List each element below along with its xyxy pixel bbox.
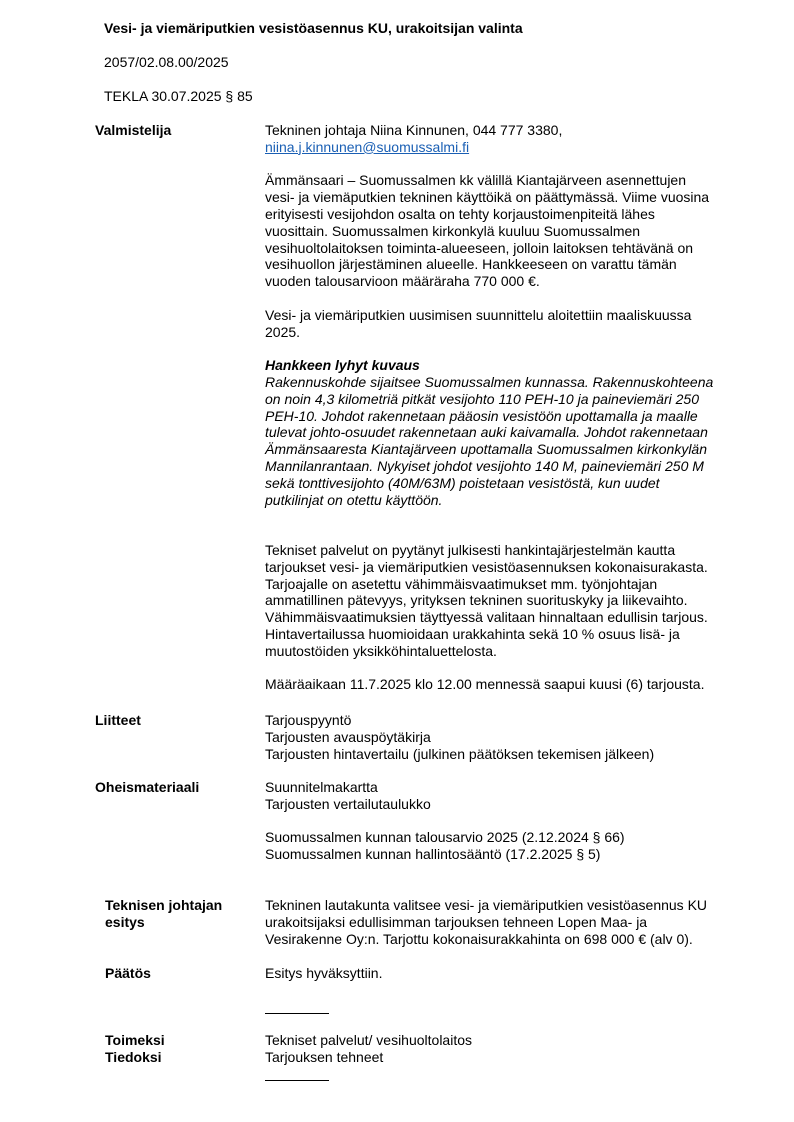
tiedoksi-text: Tarjouksen tehneet	[265, 1049, 384, 1065]
toimeksi-text: Tekniset palvelut/ vesihuoltolaitos	[265, 1032, 473, 1048]
para2-line: 2025.	[265, 323, 301, 340]
para3-line: muutostöiden yksikköhintaluettelosta.	[265, 642, 497, 659]
valmistelija-content	[265, 122, 745, 508]
preparer-line: Tekninen johtaja Niina Kinnunen, 044 777 3380,	[265, 122, 563, 138]
project-desc-line: tulevat johto-osuudet rakennetaan auki kaivamalla. Johdot rakennetaan	[265, 424, 708, 441]
esitys-label-line: esitys	[105, 914, 145, 930]
section-label-oheismateriaali: Oheismateriaali	[95, 779, 200, 795]
deadline-line: Määräaikaan 11.7.2025 klo 12.00 mennessä saapui kuusi (6) tarjousta.	[265, 676, 705, 693]
para3-line: Tarjoajalle on asetettu vähimmäisvaatimukset mm. työnjohtajan	[265, 575, 658, 592]
para1-line: erityisesti vesijohdon osalta on tehty korjaustoimenpiteitä lähes	[265, 205, 655, 222]
project-desc-line: sekä tonttivesijohto (40M/63M) poistetaan vesistöstä, kun uudet	[265, 474, 660, 491]
attachment-item: Tarjousten hintavertailu (julkinen päätöksen tekemisen jälkeen)	[265, 745, 655, 762]
document-title: Vesi- ja viemäriputkien vesistöasennus KU, urakoitsijan valinta	[104, 20, 523, 36]
section-label-valmistelija: Valmistelija	[95, 122, 172, 138]
para1-line: vuosittain. Suomussalmen kirkonkylä kuuluu Suomussalmen	[265, 222, 641, 239]
para2-line: Vesi- ja viemäriputkien uusimisen suunnittelu aloitettiin maaliskuussa	[265, 306, 692, 323]
material-item: Suomussalmen kunnan talousarvio 2025 (2.12.2024 § 66)	[265, 829, 625, 846]
material-item: Suunnitelmakartta	[265, 779, 378, 795]
paatos-text: Esitys hyväksyttiin.	[265, 965, 383, 981]
section-label-tiedoksi: Tiedoksi	[105, 1049, 162, 1065]
section-label-esitys	[105, 897, 222, 931]
project-desc-line: PEH-10. Johdot rakennetaan pääosin vesistöön upottamalla ja maalle	[265, 407, 698, 424]
esitys-line: urakoitsijaksi edullisimman tarjouksen tehneen Lopen Maa- ja	[265, 913, 648, 930]
attachment-item: Tarjouspyyntö	[265, 712, 352, 728]
section-label-paatos: Päätös	[105, 965, 151, 981]
oheismateriaali-list	[265, 779, 745, 863]
project-desc-line: Ämmänsaaresta Kiantajärveen upottamalla Suomussalmen kirkonkylän	[265, 441, 707, 458]
attachment-item: Tarjousten avauspöytäkirja	[265, 728, 431, 745]
para1-line: vuoden talousarvioon määräraha 770 000 €.	[265, 273, 540, 290]
closing-rule	[265, 1080, 329, 1081]
project-desc-line: putkilinjat on otettu käyttöön.	[265, 491, 443, 508]
para3-line: Vähimmäisvaatimuksien täyttyessä valitaan hinnaltaan edullisin tarjous.	[265, 609, 708, 626]
signature-rule	[265, 1013, 329, 1014]
para3-line: ammatillinen pätevyys, yrityksen tekninen suorituskyky ja liikevaihto.	[265, 592, 688, 609]
section-label-liitteet: Liitteet	[95, 712, 141, 728]
meeting-reference: TEKLA 30.07.2025 § 85	[104, 88, 253, 104]
material-item: Tarjousten vertailutaulukko	[265, 795, 431, 812]
esitys-line: Tekninen lautakunta valitsee vesi- ja viemäriputkien vesistöasennus KU	[265, 897, 708, 913]
para3-line: Tekniset palvelut on pyytänyt julkisesti hankintajärjestelmän kautta	[265, 542, 676, 558]
esitys-line: Vesirakenne Oy:n. Tarjottu kokonaisurakkahinta on 698 000 € (alv 0).	[265, 930, 693, 947]
project-desc-line: Rakennuskohde sijaitsee Suomussalmen kunnassa. Rakennuskohteena	[265, 373, 714, 390]
para1-line: vesi- ja viemäputkien tekninen käyttöikä on päättymässä. Viime vuosina	[265, 189, 710, 206]
esitys-content	[265, 897, 745, 947]
procurement-content	[265, 542, 745, 693]
project-desc-line: on noin 4,3 kilometriä pitkät vesijohto 110 PEH-10 ja paineviemäri 250	[265, 390, 699, 407]
section-label-toimeksi: Toimeksi	[105, 1032, 165, 1048]
para3-line: Hintavertailussa huomioidaan urakkahinta sekä 10 % osuus lisä- ja	[265, 625, 680, 642]
para1-line: vesihuollon järjestäminen alueelle. Hankkeeseen on varattu tämän	[265, 256, 677, 273]
para1-line: vesihuoltolaitoksen toiminta-alueeseen, jolloin laitoksen tehtävänä on	[265, 239, 694, 256]
esitys-label-line: Teknisen johtajan	[105, 897, 223, 913]
project-heading: Hankkeen lyhyt kuvaus	[265, 357, 420, 374]
project-desc-line: Mannilanrantaan. Nykyiset johdot vesijohto 140 M, paineviemäri 250 M	[265, 457, 704, 474]
para1-line: Ämmänsaari – Suomussalmen kk välillä Kiantajärveen asennettujen	[265, 172, 686, 189]
reference-number: 2057/02.08.00/2025	[104, 54, 229, 70]
preparer-email-link[interactable]: niina.j.kinnunen@suomussalmi.fi	[265, 138, 470, 155]
para3-line: tarjoukset vesi- ja viemäriputkien vesistöasennuksen kokonaisurakasta.	[265, 558, 708, 575]
liitteet-list	[265, 712, 745, 762]
material-item: Suomussalmen kunnan hallintosääntö (17.2.2025 § 5)	[265, 846, 601, 863]
